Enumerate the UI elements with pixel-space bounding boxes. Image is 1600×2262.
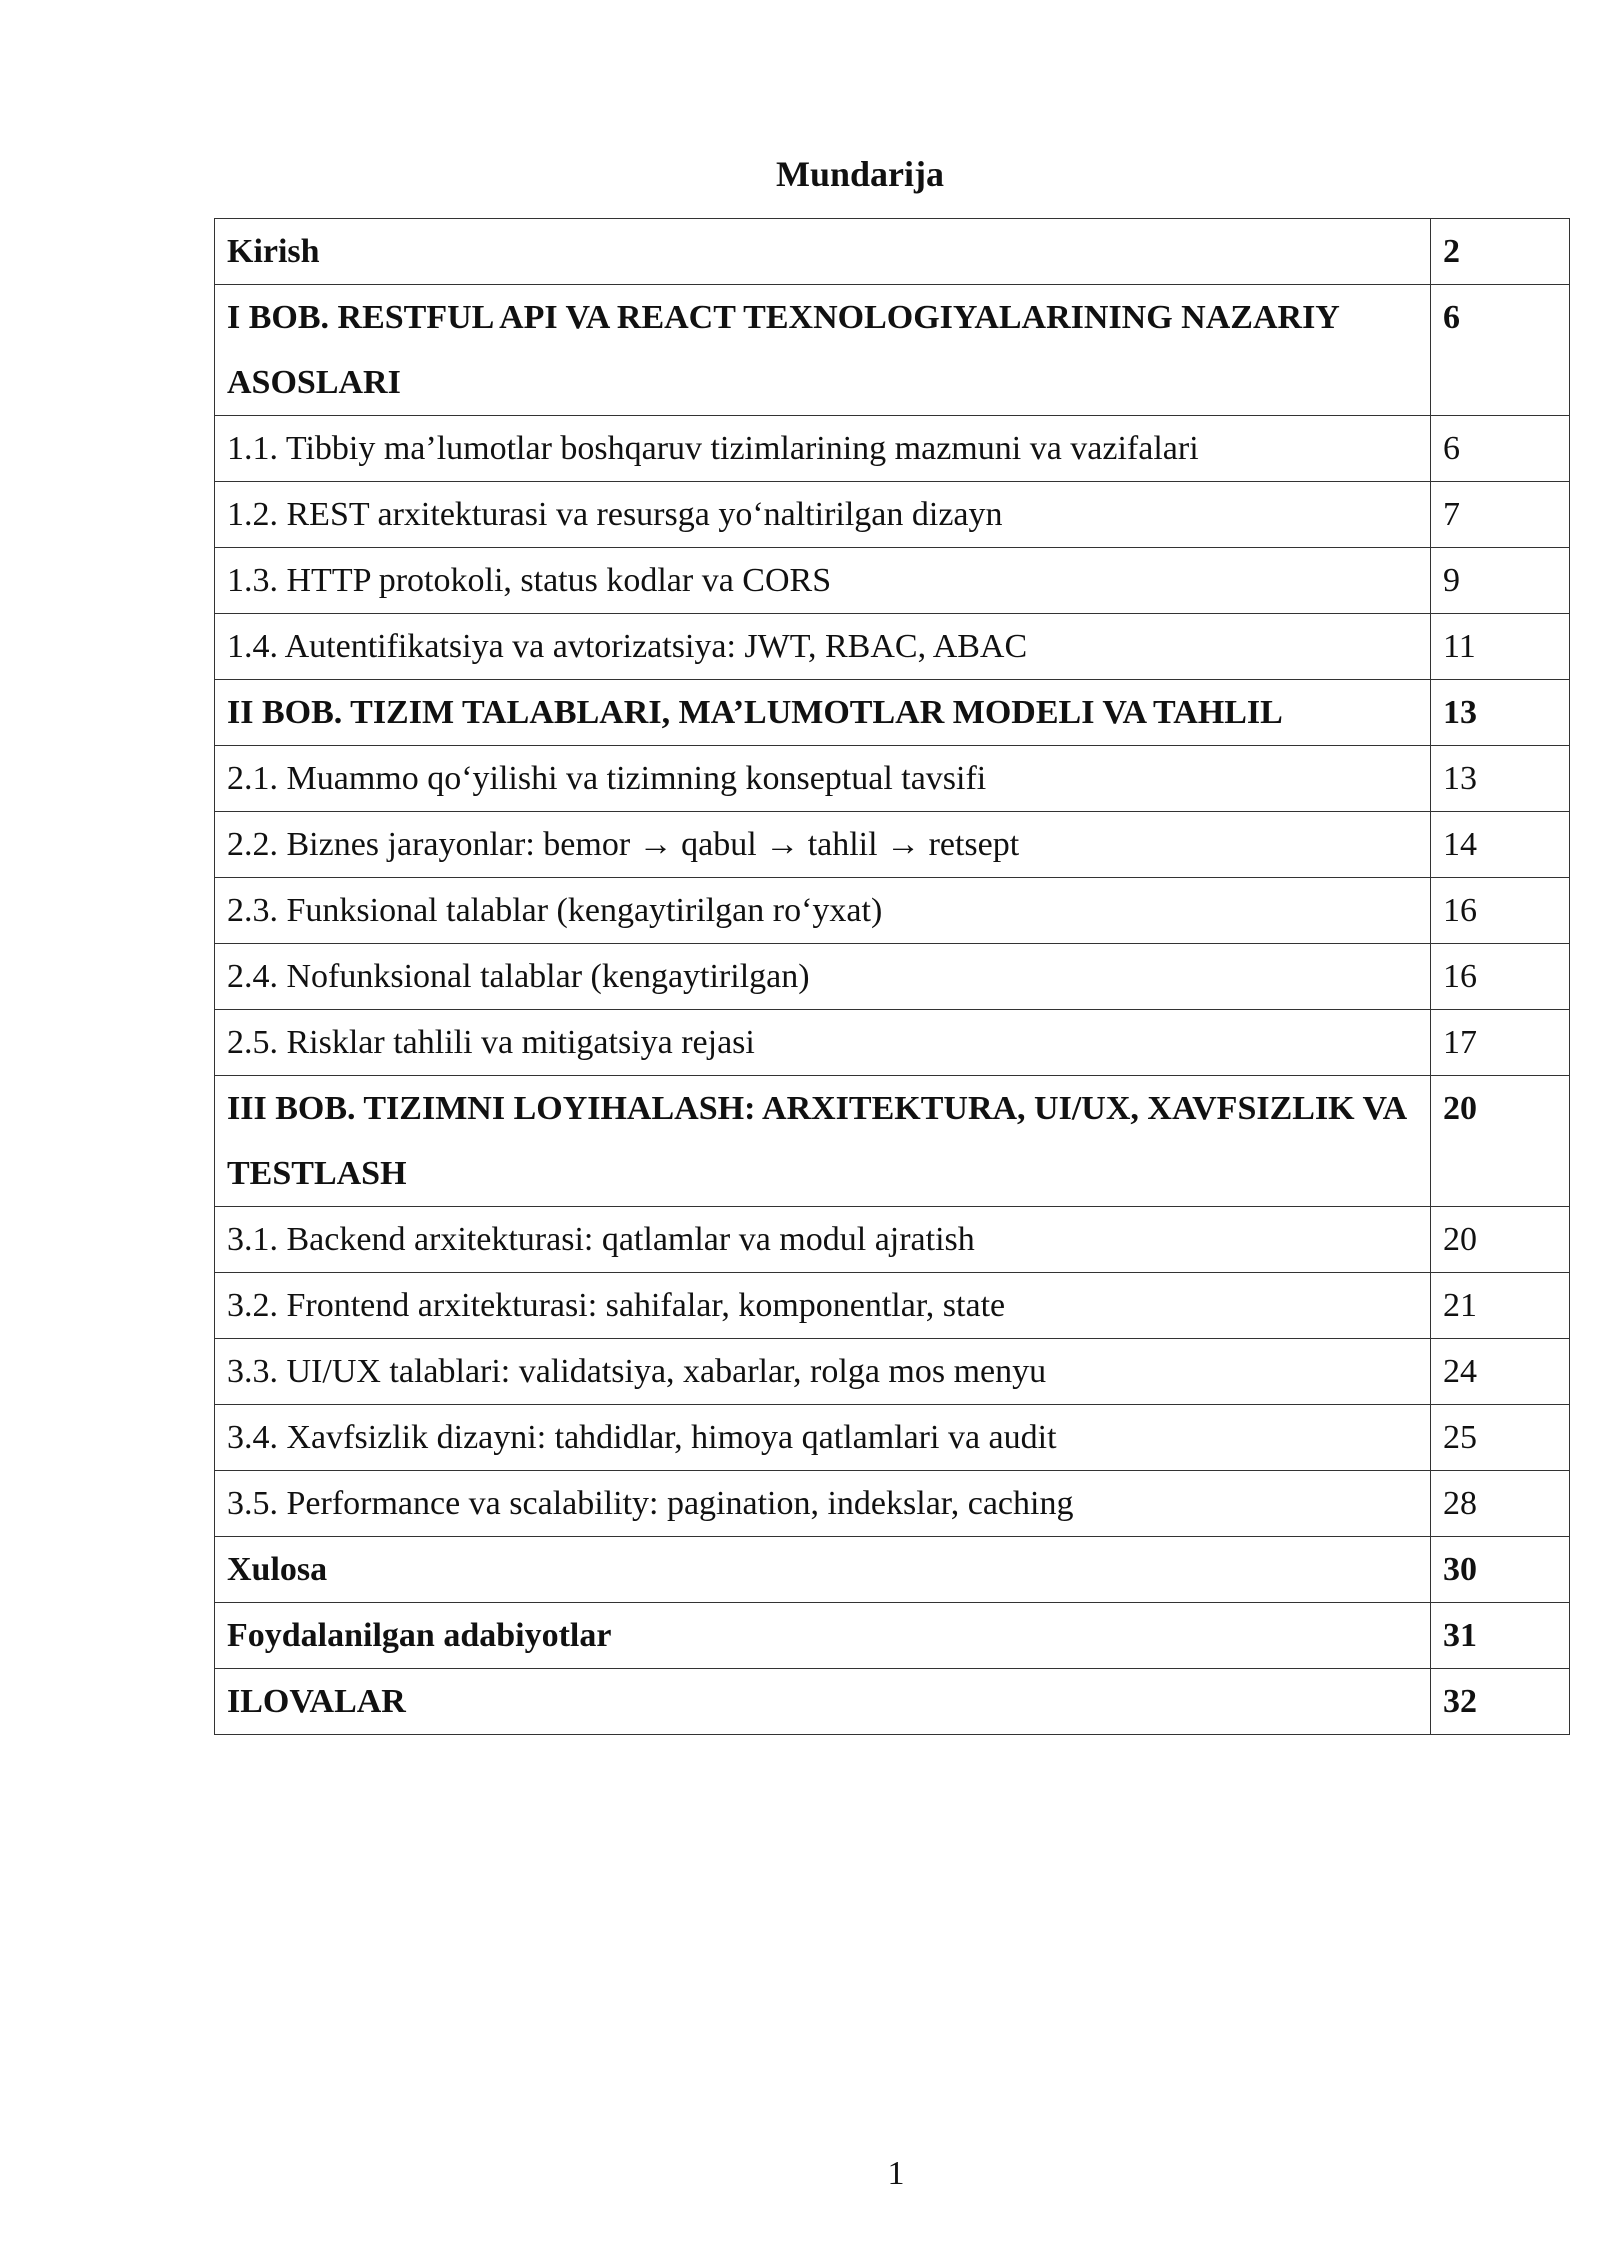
- toc-entry-page: 20: [1431, 1076, 1570, 1207]
- toc-row: [215, 878, 1570, 944]
- toc-row: [215, 1339, 1570, 1405]
- toc-entry-title: 2.2. Biznes jarayonlar: bemor → qabul → tahlil → retsept: [215, 812, 1431, 878]
- toc-entry-page: 30: [1431, 1537, 1570, 1603]
- toc-entry-title: 3.2. Frontend arxitekturasi: sahifalar, komponentlar, state: [215, 1273, 1431, 1339]
- toc-entry-page: 6: [1431, 416, 1570, 482]
- toc-entry-page: 17: [1431, 1010, 1570, 1076]
- toc-entry-title: 3.1. Backend arxitekturasi: qatlamlar va modul ajratish: [215, 1207, 1431, 1273]
- page-title: Mundarija: [775, 154, 944, 194]
- toc-entry-page: 32: [1431, 1669, 1570, 1735]
- toc-row: [215, 614, 1570, 680]
- toc-row: [215, 482, 1570, 548]
- toc-entry-page: 24: [1431, 1339, 1570, 1405]
- table-of-contents: [214, 218, 1570, 1735]
- toc-row: [215, 219, 1570, 285]
- toc-row: [215, 1537, 1570, 1603]
- toc-entry-page: 9: [1431, 548, 1570, 614]
- toc-row: [215, 1405, 1570, 1471]
- toc-entry-title: 3.5. Performance va scalability: pagination, indekslar, caching: [215, 1471, 1431, 1537]
- toc-entry-title: I BOB. RESTFUL API VA REACT TEXNOLOGIYALARINING NAZARIY ASOSLARI: [215, 285, 1431, 416]
- toc-entry-title: Xulosa: [215, 1537, 1431, 1603]
- toc-entry-page: 2: [1431, 219, 1570, 285]
- toc-entry-page: 20: [1431, 1207, 1570, 1273]
- toc-entry-title: 3.4. Xavfsizlik dizayni: tahdidlar, himoya qatlamlari va audit: [215, 1405, 1431, 1471]
- toc-entry-title: 1.3. HTTP protokoli, status kodlar va CORS: [215, 548, 1431, 614]
- toc-row: [215, 1010, 1570, 1076]
- toc-entry-title: 2.5. Risklar tahlili va mitigatsiya rejasi: [215, 1010, 1431, 1076]
- toc-entry-page: 14: [1431, 812, 1570, 878]
- toc-row: [215, 944, 1570, 1010]
- toc-body: [215, 219, 1570, 1735]
- toc-entry-title: 2.1. Muammo qo‘yilishi va tizimning konseptual tavsifi: [215, 746, 1431, 812]
- toc-entry-title: ILOVALAR: [215, 1669, 1431, 1735]
- toc-entry-title: 1.4. Autentifikatsiya va avtorizatsiya: JWT, RBAC, ABAC: [215, 614, 1431, 680]
- toc-entry-page: 25: [1431, 1405, 1570, 1471]
- toc-entry-title: 1.2. REST arxitekturasi va resursga yo‘naltirilgan dizayn: [215, 482, 1431, 548]
- toc-entry-page: 13: [1431, 746, 1570, 812]
- page-number: 1: [887, 2155, 905, 2192]
- toc-row: [215, 812, 1570, 878]
- toc-entry-page: 28: [1431, 1471, 1570, 1537]
- toc-entry-title: III BOB. TIZIMNI LOYIHALASH: ARXITEKTURA, UI/UX, XAVFSIZLIK VA TESTLASH: [215, 1076, 1431, 1207]
- toc-entry-page: 11: [1431, 614, 1570, 680]
- toc-row: [215, 548, 1570, 614]
- toc-entry-title: Foydalanilgan adabiyotlar: [215, 1603, 1431, 1669]
- toc-entry-title: 2.4. Nofunksional talablar (kengaytirilgan): [215, 944, 1431, 1010]
- toc-row: [215, 285, 1570, 416]
- toc-row: [215, 1207, 1570, 1273]
- toc-row: [215, 746, 1570, 812]
- toc-row: [215, 1669, 1570, 1735]
- toc-entry-page: 7: [1431, 482, 1570, 548]
- toc-entry-page: 21: [1431, 1273, 1570, 1339]
- toc-entry-title: Kirish: [215, 219, 1431, 285]
- toc-row: [215, 1603, 1570, 1669]
- toc-row: [215, 1273, 1570, 1339]
- toc-row: [215, 1471, 1570, 1537]
- toc-entry-title: 1.1. Tibbiy ma’lumotlar boshqaruv tizimlarining mazmuni va vazifalari: [215, 416, 1431, 482]
- toc-entry-page: 31: [1431, 1603, 1570, 1669]
- toc-entry-page: 6: [1431, 285, 1570, 416]
- toc-entry-title: 3.3. UI/UX talablari: validatsiya, xabarlar, rolga mos menyu: [215, 1339, 1431, 1405]
- toc-entry-page: 16: [1431, 944, 1570, 1010]
- toc-row: [215, 1076, 1570, 1207]
- toc-entry-page: 13: [1431, 680, 1570, 746]
- toc-entry-page: 16: [1431, 878, 1570, 944]
- toc-entry-title: II BOB. TIZIM TALABLARI, MA’LUMOTLAR MODELI VA TAHLIL: [215, 680, 1431, 746]
- toc-row: [215, 416, 1570, 482]
- toc-entry-title: 2.3. Funksional talablar (kengaytirilgan ro‘yxat): [215, 878, 1431, 944]
- toc-row: [215, 680, 1570, 746]
